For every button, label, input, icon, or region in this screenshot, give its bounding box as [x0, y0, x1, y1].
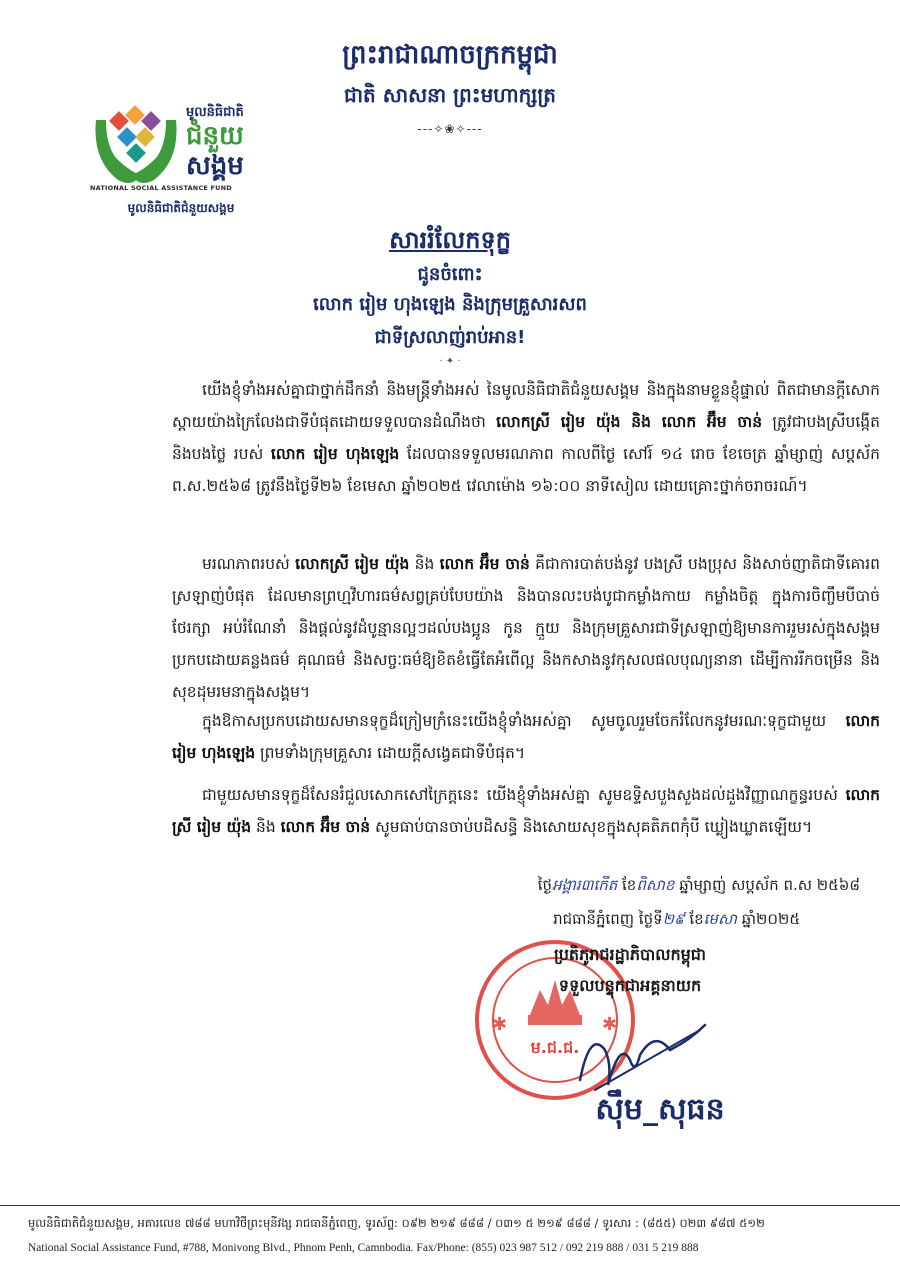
recipient-line-1: លោក រៀម ហុងឡេង និងក្រុមគ្រួសារសព	[313, 294, 587, 315]
footer-khmer-address: មូលនិធិជាតិជំនួយសង្គម, អគារលេខ ៧៨៨ មហាវិថីព្រះមុនីវង្ស រាជធានីភ្នំពេញ, ទូរស័ព្ទ: ០៩២ ២១៩ ៨៨៨ / ០៣១ ៥ ២១៩ ៨៨៨ / ទូរសារ : (៨៥៥) ០២៣ ៩៨៧ ៥១២	[28, 1216, 765, 1230]
paragraph-3: ក្នុងឱកាសប្រកបដោយសមានទុក្ខដ៏ក្រៀមក្រំនេះយើងខ្ញុំទាំងអស់គ្នា សូមចូលរួមចែករំលែកនូវមរណៈទុក្ខជាមួយ លោក រៀម ហុងឡេង ព្រមទាំងក្រុមគ្រួសារ ដោយក្តីសង្វេគជាទីបំផុត។	[172, 712, 880, 762]
footer-english-address: National Social Assistance Fund, #788, Monivong Blvd., Phnom Penh, Camnbodia. Fax/Phone: (855) 023 987 512 / 092 219 888 / 031 5 219 888	[28, 1242, 699, 1254]
svg-text:មូលនិធិជាតិ: មូលនិធិជាតិ	[186, 105, 244, 120]
letter-title: សាររំលែកទុក្ខ	[389, 226, 511, 254]
svg-text:✱: ✱	[492, 1014, 508, 1035]
paragraph-4: ជាមួយសមានទុក្ខដ៏សែនរំជួលសោកសៅក្រៃក្តនេះ យើងខ្ញុំទាំងអស់គ្នា សូមឧទ្ទិសបួងសួងដល់ដួងវិញ្ញាណក្ខន្ធរបស់ លោកស្រី រៀម យ៉ុង និង លោក អ៊ឹម ចាន់ សូមធាប់បានចាប់បដិសន្ធិ និងសោយសុខក្នុងសុគតិភពកុំបី ឃ្លៀងឃ្លាតឡើយ។	[172, 786, 880, 836]
svg-text:សង្គម: សង្គម	[186, 151, 244, 181]
paragraph-2: មរណភាពរបស់ លោកស្រី រៀម យ៉ុង និង លោក អ៊ឹម ចាន់ គឺជាការបាត់បង់នូវ បងស្រី បងប្រុស និងសាច់ញាតិជាទីគោរពស្រឡាញ់បំផុត ដែលមានព្រហ្មវិហារធម៌សព្វគ្រប់បែបយ៉ាង និងបានលះបង់បូជាកម្លាំងកាយ កម្លាំងចិត្ត ក្នុងការចិញ្ចឹមបីបាច់ថែរក្សា អប់រំណែនាំ និងផ្តល់នូវដំបូន្មានល្អៗដល់បងប្អូន កូន ក្មួយ និងក្រុមគ្រួសារជាទីស្រឡាញ់ឱ្យមានការរួមរស់ក្នុងសង្គមប្រកបដោយគន្លងធម៌ គុណធម៌ និងសច្ចៈធម៌ឱ្យខិតខំធ្វើតែអំពើល្អ និងកសាងនូវកុសលផលបុណ្យនានា ដើម្បីការរីកចម្រើន និងសុខដុមរមនាក្នុងសង្គម។	[172, 555, 880, 701]
kingdom-heading: ព្រះរាជាណាចក្រកម្ពុជា	[342, 40, 558, 70]
signatory-title-1: ប្រតិភូរាជរដ្ឋាភិបាលកម្ពុជា	[553, 945, 707, 964]
title-ornament: · ✦ ·	[439, 356, 461, 367]
svg-text:ជំនួយ: ជំនួយ	[186, 121, 244, 151]
svg-text:✱: ✱	[602, 1014, 618, 1035]
national-motto: ជាតិ សាសនា ព្រះមហាក្សត្រ	[344, 83, 556, 107]
logo-english-name: NATIONAL SOCIAL ASSISTANCE FUND	[90, 184, 232, 192]
lunar-date-line: ថ្ងៃអង្គារ៣កើត ខែពិសាខ ឆ្នាំម្សាញ់ សប្តស័ក ព.ស ២៥៦៨	[537, 876, 860, 894]
header-ornament: ---✧❀✧---	[417, 122, 483, 136]
signer-name: ស៊ឹម_សុធន	[595, 1092, 725, 1127]
paragraph-1: យើងខ្ញុំទាំងអស់គ្នាជាថ្នាក់ដឹកនាំ និងមន្ត្រីទាំងអស់ នៃមូលនិធិជាតិជំនួយសង្គម និងក្នុងនាមខ្លួនខ្ញុំផ្ទាល់ ពិតជាមានក្តីសោកស្តាយយ៉ាងក្រៃលែងជាទីបំផុតដោយទទួលបានដំណឹងថា លោកស្រី រៀម យ៉ុង និង លោក អ៊ឹម ចាន់ ត្រូវជាបងស្រីបង្កើត និងបងថ្លៃ របស់ លោក រៀម ហុងឡេង ដែលបានទទួលមរណភាព កាលពីថ្ងៃ សៅរ៍ ១៤ រោច ខែចេត្រ ឆ្នាំម្សាញ់ សប្តស័ក ព.ស.២៥៦៨ ត្រូវនឹងថ្ងៃទី២៦ ខែមេសា ឆ្នាំ២០២៥ វេលាម៉ោង ១៦:០០ នាទីសៀល ដោយគ្រោះថ្នាក់ចរាចរណ៍។	[172, 381, 880, 495]
footer-divider	[0, 1205, 900, 1206]
signatory-title-2: ទទួលបន្ទុកជាអគ្គនាយក	[558, 976, 702, 995]
gregorian-date-line: រាជធានីភ្នំពេញ ថ្ងៃទី២៩ ខែមេសា ឆ្នាំ២០២៥	[553, 910, 800, 928]
logo-khmer-name: មូលនិធិជាតិជំនួយសង្គម	[127, 201, 235, 215]
recipient-line-2: ជាទីស្រលាញ់រាប់អាន!	[374, 327, 526, 348]
seal-text: ម.ជ.ជ.	[530, 1038, 580, 1057]
letter-to: ជូនចំពោះ	[417, 264, 483, 285]
